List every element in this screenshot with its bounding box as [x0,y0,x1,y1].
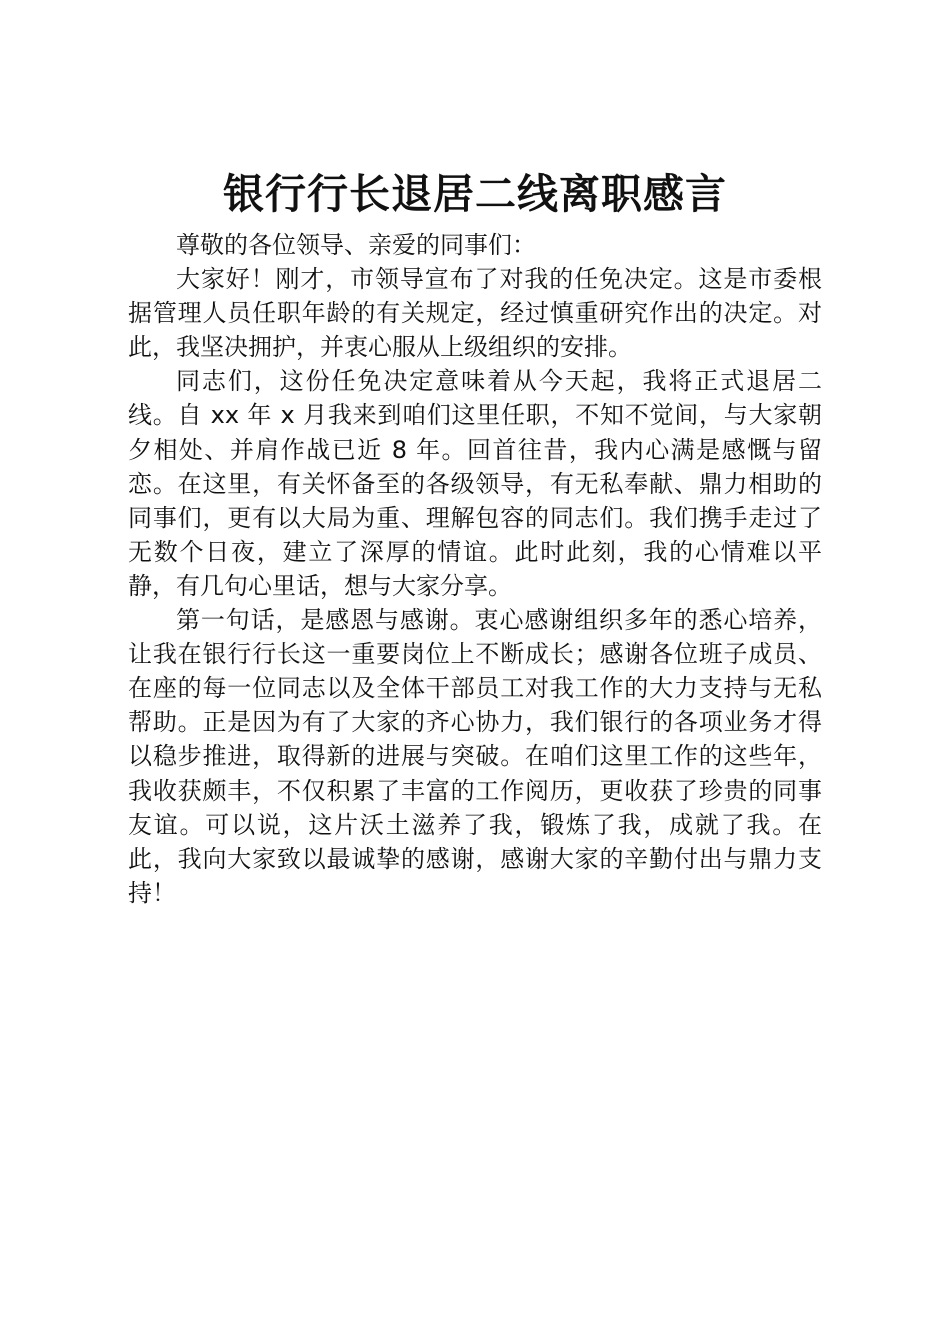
document-body [128,228,822,910]
document-title: 银行行长退居二线离职感言 [223,170,727,218]
body-paragraph-2: 同志们，这份任免决定意味着从今天起，我将正式退居二线。自 xx 年 x 月我来到咱们这里任职，不知不觉间，与大家朝夕相处、并肩作战已近 8 年。回首往昔，我内心满是感慨与留恋。在这里，有关怀备至的各级领导，有无私奉献、鼎力相助的同事们，更有以大局为重、理解包容的同志们。我们携手走过了无数个日夜，建立了深厚的情谊。此时此刻，我的心情难以平静，有几句心里话，想与大家分享。 [128,367,822,600]
body-paragraph-3: 第一句话，是感恩与感谢。衷心感谢组织多年的悉心培养，让我在银行行长这一重要岗位上不断成长；感谢各位班子成员、在座的每一位同志以及全体干部员工对我工作的大力支持与无私帮助。正是因为有了大家的齐心协力，我们银行的各项业务才得以稳步推进，取得新的进展与突破。在咱们这里工作的这些年，我收获颇丰，不仅积累了丰富的工作阅历，更收获了珍贵的同事友谊。可以说，这片沃土滋养了我，锻炼了我，成就了我。在此，我向大家致以最诚挚的感谢，感谢大家的辛勤付出与鼎力支持！ [128,606,822,907]
body-paragraph-1: 大家好！刚才，市领导宣布了对我的任免决定。这是市委根据管理人员任职年龄的有关规定，经过慎重研究作出的决定。对此，我坚决拥护，并衷心服从上级组织的安排。 [128,265,822,362]
greeting-paragraph: 尊敬的各位领导、亲爱的同事们： [176,231,536,259]
